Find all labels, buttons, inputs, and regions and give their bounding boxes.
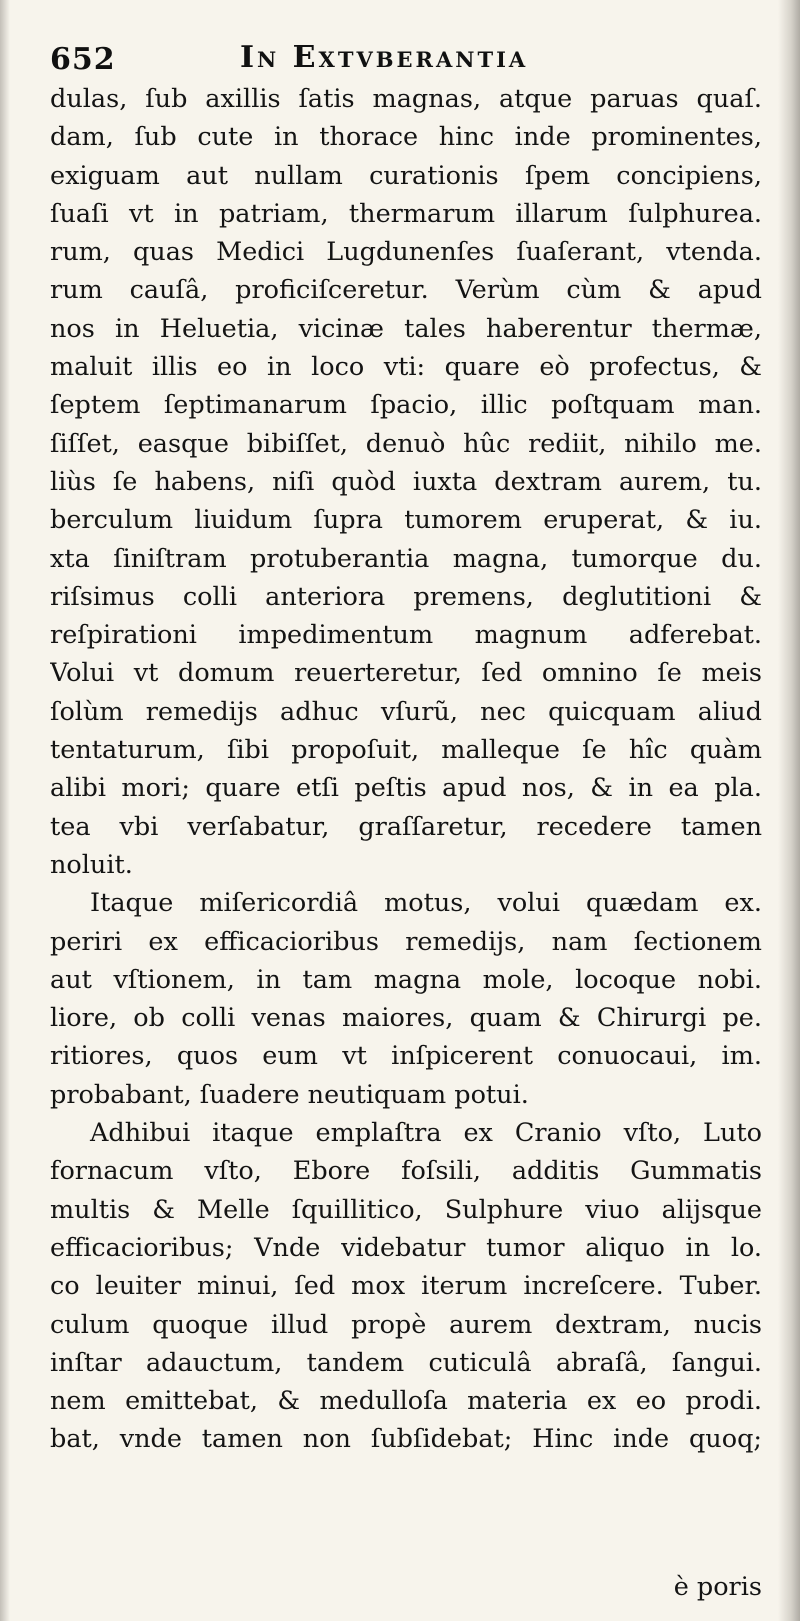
- text-line: tentaturum, ſibi propoſuit, malleque ſe hîc quàm: [50, 735, 762, 766]
- text-line: tea vbi verſabatur, graſſaretur, recedere tamen: [50, 811, 762, 842]
- text-line: ſuaſi vt in patriam, thermarum illarum ſulphurea.: [50, 198, 762, 229]
- text-line: dulas, ſub axillis ſatis magnas, atque paruas quaſ.: [50, 84, 762, 114]
- text-line: probabant, ſuadere neutiquam potui.: [50, 1079, 529, 1110]
- text-line: multis & Melle ſquillitico, Sulphure viuo alijsque: [50, 1194, 762, 1225]
- text-line: xta ſiniſtram protuberantia magna, tumorque du.: [50, 543, 762, 574]
- text-line: liùs ſe habens, niſi quòd iuxta dextram aurem, tu.: [50, 466, 762, 497]
- text-line: dam, ſub cute in thorace hinc inde prominentes,: [50, 122, 762, 153]
- paragraph: [50, 80, 762, 884]
- text-line: liore, ob colli venas maiores, quam & Chirurgi pe.: [50, 1003, 762, 1034]
- text-line: culum quoque illud propè aurem dextram, nucis: [50, 1309, 762, 1340]
- text-line: efficacioribus; Vnde videbatur tumor aliquo in lo.: [50, 1232, 762, 1263]
- running-head: In Extvberantia: [240, 40, 529, 75]
- text-line: ritiores, quos eum vt inſpicerent conuocaui, im.: [50, 1041, 762, 1072]
- text-line: fornacum vſto, Ebore foſsili, additis Gummatis: [50, 1156, 762, 1187]
- text-line: noluit.: [50, 849, 133, 880]
- text-line: ſeptem ſeptimanarum ſpacio, illic poſtquam man.: [50, 390, 762, 421]
- text-line: Volui vt domum reuerteretur, ſed omnino ſe meis: [50, 658, 762, 689]
- paragraph: [50, 884, 762, 1114]
- text-line: nem emittebat, & medulloſa materia ex eo prodi.: [50, 1386, 762, 1417]
- text-line: co leuiter minui, ſed mox iterum increſcere. Tuber.: [50, 1271, 762, 1302]
- text-line: ſiſſet, easque bibiſſet, denuò hûc rediit, nihilo me.: [50, 428, 762, 459]
- text-line: rum, quas Medici Lugdunenſes ſuaſerant, vtenda.: [50, 237, 762, 268]
- text-line: periri ex efficacioribus remedijs, nam ſectionem: [50, 926, 762, 957]
- text-line: inſtar adauctum, tandem cuticulâ abraſâ, ſangui.: [50, 1347, 762, 1378]
- text-line: alibi mori; quare etſi peſtis apud nos, & in ea pla.: [50, 773, 762, 804]
- page-number: 652: [50, 42, 116, 77]
- text-line: exiguam aut nullam curationis ſpem concipiens,: [50, 160, 762, 191]
- text-line: nos in Heluetia, vicinæ tales haberentur thermæ,: [50, 313, 762, 344]
- text-line: reſpirationi impedimentum magnum adferebat.: [50, 620, 762, 651]
- page-gutter-shadow: [778, 0, 800, 1621]
- text-line: Adhibui itaque emplaſtra ex Cranio vſto, Luto: [90, 1118, 762, 1149]
- text-line: berculum liuidum ſupra tumorem eruperat, & iu.: [50, 505, 762, 536]
- text-line: bat, vnde tamen non ſubſidebat; Hinc inde quoq;: [50, 1424, 762, 1455]
- catchword: è poris: [673, 1572, 762, 1602]
- text-line: ſolùm remedijs adhuc vſurũ, nec quicquam aliud: [50, 696, 762, 727]
- text-line: aut vſtionem, in tam magna mole, locoque nobi.: [50, 964, 762, 995]
- page-left-edge-shadow: [0, 0, 10, 1621]
- paragraph: [50, 1114, 762, 1459]
- text-line: riſsimus colli anteriora premens, deglutitioni &: [50, 581, 762, 612]
- body-text: [50, 80, 762, 1459]
- text-line: maluit illis eo in loco vti: quare eò profectus, &: [50, 352, 762, 383]
- page-header: [50, 34, 750, 84]
- text-line: Itaque miſericordiâ motus, volui quædam ex.: [90, 888, 762, 919]
- text-line: rum cauſâ, proficiſceretur. Verùm cùm & apud: [50, 275, 762, 306]
